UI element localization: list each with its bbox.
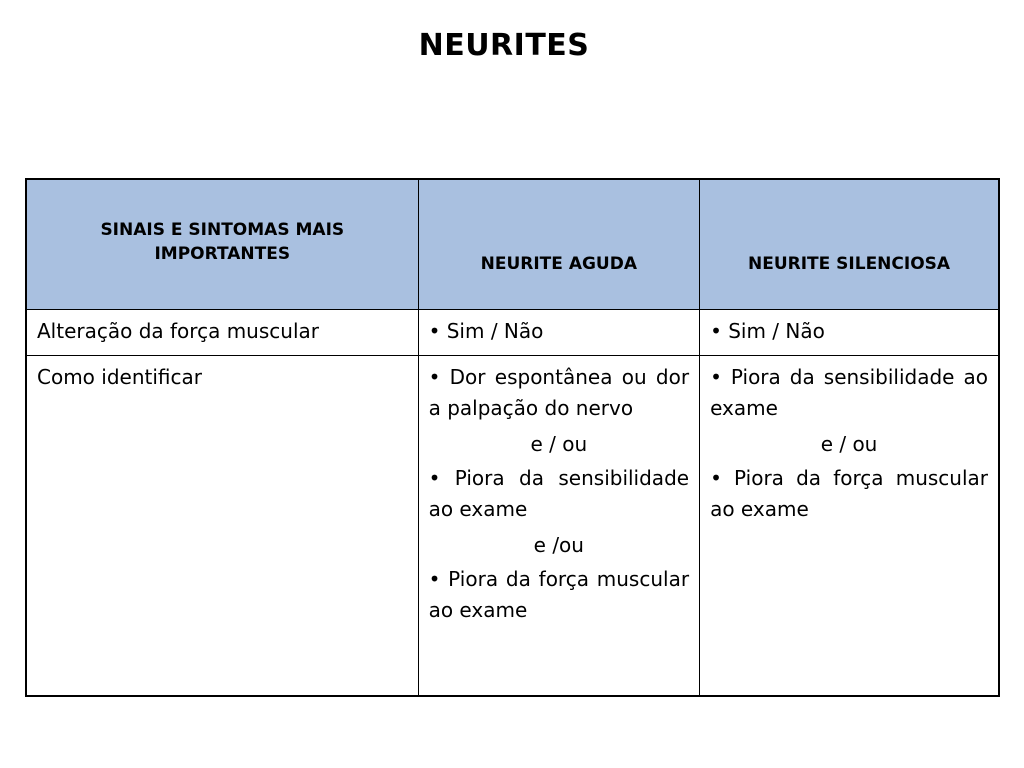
table-row [26,309,999,355]
list-item: • Piora da força muscular ao exame [710,465,988,521]
header-neurite-silenciosa: NEURITE SILENCIOSA [700,179,999,309]
list-item: • Dor espontânea ou dor a palpação do nervo [428,364,690,420]
table-row [26,355,999,696]
list-item: • Piora da sensibilidade ao exame [428,465,690,521]
row-label-como-identificar: Como identificar [26,355,418,696]
header-signs-symptoms: SINAIS E SINTOMAS MAIS IMPORTANTES [26,179,418,309]
list-item: • Piora da sensibilidade ao exame [710,364,988,420]
neurites-table [25,178,1000,697]
cell-silenciosa-identificar [700,355,999,696]
separator-text: e / ou [820,431,878,456]
cell-silenciosa-forca: • Sim / Não [700,309,999,355]
row-label-forca-muscular: Alteração da força muscular [26,309,418,355]
page-title: NEURITES [418,28,590,63]
cell-aguda-identificar [418,355,699,696]
header-neurite-aguda: NEURITE AGUDA [418,179,699,309]
list-item: • Piora da força muscular ao exame [428,566,690,622]
separator-text: e / ou [530,431,588,456]
cell-aguda-forca: • Sim / Não [418,309,699,355]
separator-text: e /ou [533,532,584,557]
table-header-row [26,179,999,309]
